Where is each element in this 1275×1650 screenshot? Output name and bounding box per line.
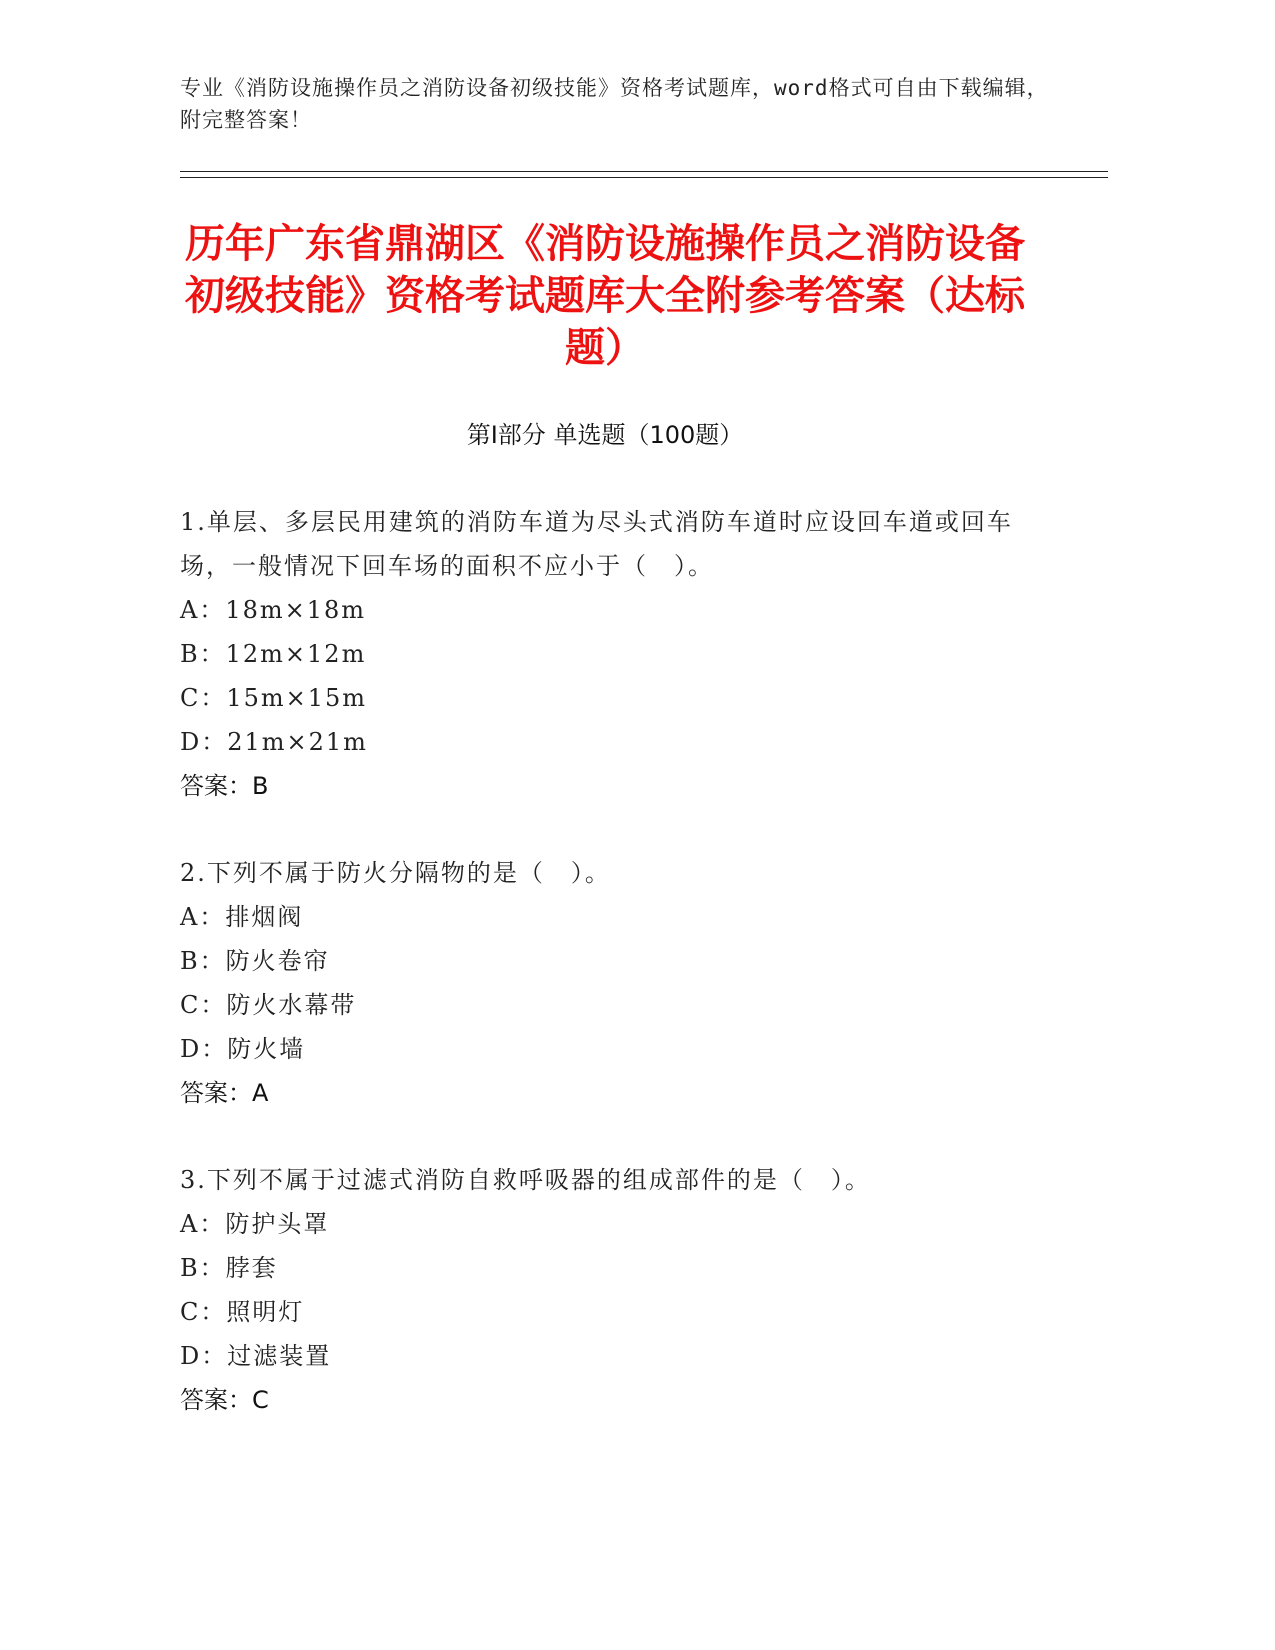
- option-c: C：照明灯: [180, 1298, 305, 1326]
- option-d: D：防火墙: [180, 1035, 306, 1063]
- document-title: 历年广东省鼎湖区《消防设施操作员之消防设备初级技能》资格考试题库大全附参考答案（达标题）: [185, 221, 1025, 371]
- answer-text: 答案：A: [180, 1079, 269, 1107]
- option-c: C：15m×15m: [180, 684, 368, 712]
- answer-text: 答案：B: [180, 772, 269, 800]
- question-item: [180, 1158, 1040, 1422]
- option-b: B：12m×12m: [180, 640, 367, 668]
- option-a: A：18m×18m: [180, 596, 367, 624]
- question-stem: 3.下列不属于过滤式消防自救呼吸器的组成部件的是（ ）。: [180, 1166, 871, 1194]
- header-divider-top: [180, 171, 1108, 172]
- answer-text: 答案：C: [180, 1386, 269, 1414]
- question-list: [180, 500, 1040, 1465]
- header-note: 专业《消防设施操作员之消防设备初级技能》资格考试题库，word格式可自由下载编辑，附完整答案！: [180, 76, 1049, 132]
- question-stem: 1.单层、多层民用建筑的消防车道为尽头式消防车道时应设回车道或回车场，一般情况下回车场的面积不应小于（ ）。: [180, 508, 1013, 580]
- option-d: D：21m×21m: [180, 728, 368, 756]
- option-a: A：防护头罩: [180, 1210, 330, 1238]
- option-c: C：防火水幕带: [180, 991, 357, 1019]
- header-divider-bottom: [180, 177, 1108, 178]
- question-item: [180, 851, 1040, 1115]
- option-a: A：排烟阀: [180, 903, 304, 931]
- section-title: 第I部分 单选题（100题）: [466, 421, 744, 449]
- question-item: [180, 500, 1040, 808]
- question-stem: 2.下列不属于防火分隔物的是（ ）。: [180, 859, 611, 887]
- option-b: B：脖套: [180, 1254, 278, 1282]
- option-b: B：防火卷帘: [180, 947, 330, 975]
- option-d: D：过滤装置: [180, 1342, 332, 1370]
